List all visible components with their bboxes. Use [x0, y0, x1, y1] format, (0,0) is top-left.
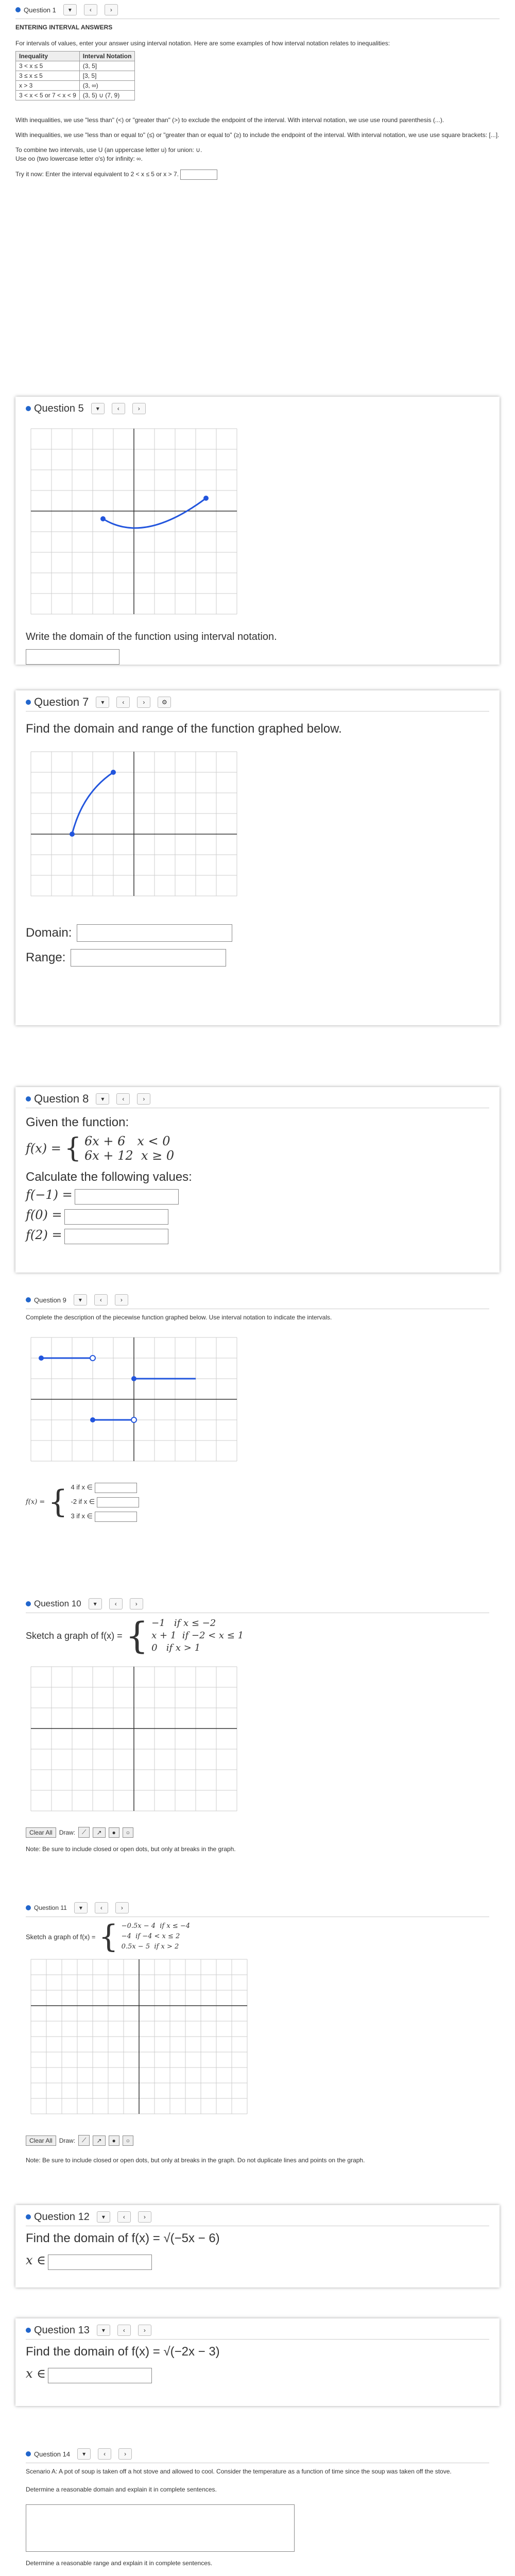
piecewise-function: Sketch a graph of f(x) = { −0.5x − 4 if x ≤ −4 −4 if −4 < x ≤ 2 0.5x − 5 if x > 2 — [26, 1919, 191, 1955]
next-icon[interactable]: › — [105, 4, 118, 15]
drawing-grid[interactable] — [26, 1954, 252, 2129]
answer-input[interactable] — [95, 1512, 137, 1522]
question-text: Determine a reasonable domain and explain it in complete sentences. — [26, 2486, 217, 2493]
question-badge — [15, 6, 56, 14]
prev-icon[interactable]: ‹ — [94, 1294, 108, 1306]
next-icon[interactable]: › — [138, 2325, 151, 2336]
question-13: Question 13 ▾ ‹ › Find the domain of f(x) = √(−2x − 3) x ∈ — [15, 2318, 500, 2406]
next-icon[interactable]: › — [138, 2211, 151, 2223]
draw-label: Draw: — [59, 2137, 76, 2144]
table-header: Interval Notation — [79, 52, 135, 61]
next-icon[interactable]: › — [137, 697, 150, 708]
question-11 — [15, 1896, 500, 2184]
prompt: Find the domain and range of the function graphed below. — [26, 722, 342, 736]
prompt: Complete the description of the piecewise function graphed below. Use interval notation to indicate the intervals. — [26, 1314, 332, 1321]
dropdown-icon[interactable]: ▾ — [96, 697, 109, 708]
drawing-grid[interactable] — [26, 1656, 242, 1821]
question-title: Question 1 — [24, 6, 56, 14]
line-tool-icon[interactable]: ⟋ — [78, 2135, 90, 2146]
question-title: Question 11 — [34, 1904, 67, 1911]
table-row: 3 < x ≤ 5 (3, 5] — [16, 61, 135, 71]
dropdown-icon[interactable]: ▾ — [96, 1093, 109, 1105]
range-label: Range: — [26, 951, 66, 964]
try-it: Try it now: Enter the interval equivalent to 2 < x ≤ 5 or x > 7. — [15, 170, 500, 180]
draw-toolbar — [26, 2135, 489, 2146]
table-row: 3 ≤ x ≤ 5 [3, 5] — [16, 71, 135, 81]
dropdown-icon[interactable]: ▾ — [91, 403, 105, 414]
next-icon[interactable]: › — [118, 2448, 132, 2460]
prompt: Write the domain of the function using interval notation. — [26, 631, 277, 642]
question-title: Question 13 — [34, 2324, 90, 2336]
piecewise-function: f(x) = { 6x + 6 x < 0 6x + 12 x ≥ 0 — [26, 1133, 175, 1164]
prev-icon[interactable]: ‹ — [98, 2448, 111, 2460]
prev-icon[interactable]: ‹ — [112, 403, 125, 414]
scenario-a: Scenario A: A pot of soup is taken off a hot stove and allowed to cool. Consider the temperature as a function of time since the soup was taken off the stove. — [26, 2468, 452, 2475]
piecewise-function: Sketch a graph of f(x) = { −1 if x ≤ −2 x + 1 if −2 < x ≤ 1 0 if x > 1 — [26, 1615, 244, 1657]
answer-input[interactable] — [64, 1209, 168, 1225]
brace-icon: { — [64, 1133, 81, 1164]
dropdown-icon[interactable]: ▾ — [77, 2448, 91, 2460]
calc-text: Calculate the following values: — [26, 1170, 192, 1184]
draw-label: Draw: — [59, 1828, 76, 1836]
answer-input[interactable] — [95, 1483, 137, 1493]
prev-icon[interactable]: ‹ — [116, 1093, 130, 1105]
next-icon[interactable]: › — [115, 1294, 128, 1306]
given-text: Given the function: — [26, 1115, 129, 1129]
answer-input[interactable] — [64, 1229, 168, 1244]
ray-tool-icon[interactable]: ↗ — [93, 1827, 105, 1838]
answer-input[interactable] — [75, 1189, 179, 1205]
prev-icon[interactable]: ‹ — [95, 1902, 108, 1913]
question-9 — [15, 1288, 500, 1577]
question-title: Question 14 — [34, 2450, 71, 2458]
intro-text: For intervals of values, enter your answer using interval notation. Here are some examples of how interval notation relates to inequalities: — [15, 40, 390, 47]
question-5 — [15, 397, 500, 665]
clear-all-button[interactable]: Clear All — [26, 2136, 56, 2146]
graph — [26, 741, 242, 917]
prev-icon[interactable]: ‹ — [117, 2211, 131, 2223]
answer-input[interactable] — [26, 649, 119, 665]
domain-input[interactable] — [77, 924, 232, 942]
question-7 — [15, 690, 500, 1025]
prompt: Find the domain of f(x) = √(−2x − 3) — [26, 2345, 220, 2359]
question-1 — [15, 3, 500, 180]
prev-icon[interactable]: ‹ — [117, 2325, 131, 2336]
range-input[interactable] — [71, 949, 226, 967]
table-row: 3 < x < 5 or 7 < x < 9 (3, 5) ∪ (7, 9) — [16, 91, 135, 100]
dropdown-icon[interactable]: ▾ — [97, 2325, 110, 2336]
dropdown-icon[interactable]: ▾ — [74, 1902, 88, 1913]
dropdown-icon[interactable]: ▾ — [74, 1294, 87, 1306]
prev-icon[interactable]: ‹ — [116, 697, 130, 708]
settings-icon[interactable]: ⚙ — [158, 697, 171, 708]
answer-input[interactable] — [48, 2368, 152, 2383]
status-dot — [15, 7, 21, 12]
question-8: Question 8 ▾ ‹ › Given the function: f(x) = { 6x + 6 x < 0 6x + 12 x ≥ 0 Calculate the following values: f(−1) = f(0) = f(2) = — [15, 1087, 500, 1273]
question-title: Question 12 — [34, 2211, 90, 2223]
interval-table — [15, 51, 135, 100]
clear-all-button[interactable]: Clear All — [26, 1827, 56, 1838]
question-title: Question 5 — [34, 402, 84, 414]
paragraph: To combine two intervals, use U (an uppercase letter u) for union: ∪. — [15, 146, 202, 154]
question-title: Question 10 — [34, 1599, 81, 1608]
prev-icon[interactable]: ‹ — [109, 1598, 123, 1609]
heading: ENTERING INTERVAL ANSWERS — [15, 24, 113, 31]
prev-icon[interactable]: ‹ — [84, 4, 97, 15]
dropdown-icon[interactable]: ▾ — [63, 4, 77, 15]
answer-input[interactable] — [97, 1497, 139, 1507]
next-icon[interactable]: › — [132, 403, 146, 414]
question-title: Question 8 — [34, 1092, 89, 1105]
line-tool-icon[interactable]: ⟋ — [78, 1827, 90, 1838]
note: Note: Be sure to include closed or open dots, but only at breaks in the graph. Do not duplicate lines and points on the graph. — [26, 2157, 365, 2164]
draw-toolbar — [26, 1827, 489, 1838]
next-icon[interactable]: › — [137, 1093, 150, 1105]
answer-input[interactable] — [48, 2255, 152, 2270]
dropdown-icon[interactable]: ▾ — [89, 1598, 102, 1609]
graph — [26, 1327, 242, 1471]
piecewise-description: f(x) = { 4 if x ∈ -2 if x ∈ 3 if x ∈ — [26, 1480, 489, 1523]
question-title: Question 9 — [34, 1296, 66, 1304]
answer-textarea[interactable] — [26, 2504, 295, 2552]
open-dot-icon[interactable]: ○ — [123, 2136, 133, 2146]
question-14 — [15, 2442, 500, 2576]
next-icon[interactable]: › — [115, 1902, 129, 1913]
graph — [26, 418, 242, 624]
answer-input[interactable] — [180, 170, 217, 180]
domain-label: Domain: — [26, 926, 72, 940]
open-dot-icon[interactable]: ○ — [123, 1827, 133, 1838]
paragraph: With inequalities, we use "less than" (<) or "greater than" (>) to exclude the endpoint of the interval. With interval notation, we use use round parenthesis (...). — [15, 116, 444, 124]
ray-tool-icon[interactable]: ↗ — [93, 2136, 105, 2146]
prompt: Find the domain of f(x) = √(−5x − 6) — [26, 2231, 220, 2245]
question-text: Determine a reasonable range and explain it in complete sentences. — [26, 2560, 213, 2567]
table-header: Inequality — [16, 52, 80, 61]
note: Note: Be sure to include closed or open dots, but only at breaks in the graph. — [26, 1845, 236, 1853]
closed-dot-icon[interactable]: ● — [109, 2136, 119, 2146]
question-12: Question 12 ▾ ‹ › Find the domain of f(x) = √(−5x − 6) x ∈ — [15, 2205, 500, 2287]
question-title: Question 7 — [34, 696, 89, 708]
closed-dot-icon[interactable]: ● — [109, 1827, 119, 1838]
paragraph: Use oo (two lowercase letter o's) for infinity: ∞. — [15, 155, 143, 162]
paragraph: With inequalities, we use "less than or equal to" (≤) or "greater than or equal to" (≥) to include the endpoint of the interval. With interval notation, we use use square brackets: [...]. — [15, 131, 500, 139]
table-row: x > 3 (3, ∞) — [16, 81, 135, 91]
question-10 — [15, 1592, 500, 1880]
next-icon[interactable]: › — [130, 1598, 143, 1609]
dropdown-icon[interactable]: ▾ — [97, 2211, 110, 2223]
